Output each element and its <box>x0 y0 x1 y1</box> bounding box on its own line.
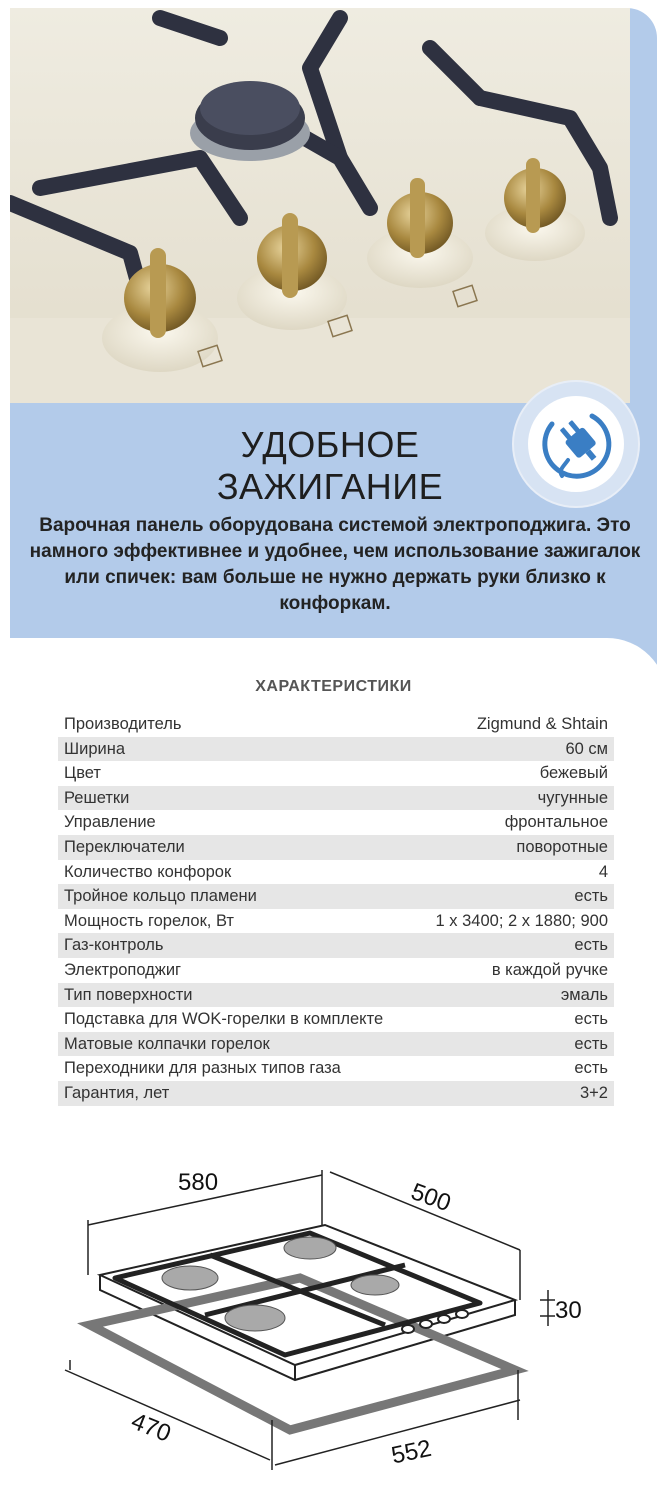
spec-row <box>58 909 614 934</box>
spec-row <box>58 1007 614 1032</box>
spec-label: Подставка для WOK-горелки в комплекте <box>64 1010 384 1029</box>
spec-row <box>58 835 614 860</box>
spec-row <box>58 1032 614 1057</box>
spec-row <box>58 810 614 835</box>
spec-label: Тип поверхности <box>64 985 193 1004</box>
spec-value: 60 см <box>565 739 608 758</box>
spec-value: есть <box>574 1010 608 1029</box>
spec-row <box>58 712 614 737</box>
spec-value: есть <box>574 936 608 955</box>
spec-value: чугунные <box>537 788 608 807</box>
spec-row <box>58 884 614 909</box>
spec-value: бежевый <box>539 764 608 783</box>
spec-label: Производитель <box>64 715 182 733</box>
dim-height: 30 <box>555 1297 582 1324</box>
spec-label: Решетки <box>64 788 130 807</box>
dim-cutout-width: 552 <box>389 1434 434 1470</box>
spec-value: 4 <box>598 862 608 881</box>
dimension-diagram <box>60 1130 600 1490</box>
specs-table <box>58 712 614 1106</box>
hob-closeup-photo <box>10 8 630 403</box>
spec-label: Тройное кольцо пламени <box>64 887 257 906</box>
spec-row <box>58 860 614 885</box>
spec-label: Электроподжиг <box>64 960 182 979</box>
spec-row <box>58 958 614 983</box>
spec-value: в каждой ручке <box>491 960 608 979</box>
spec-label: Количество конфорок <box>64 862 232 881</box>
feature-badge <box>512 380 640 508</box>
spec-label: Ширина <box>64 739 126 758</box>
spec-row <box>58 786 614 811</box>
spec-label: Управление <box>64 813 156 832</box>
spec-value: эмаль <box>560 985 608 1004</box>
spec-value: фронтальное <box>504 813 608 832</box>
dim-cutout-depth: 470 <box>127 1407 175 1448</box>
dim-width-top: 580 <box>178 1169 219 1196</box>
spec-row <box>58 933 614 958</box>
electric-plug-icon <box>528 396 624 492</box>
feature-title-line1: УДОБНОЕ <box>240 424 420 465</box>
spec-row <box>58 737 614 762</box>
spec-row <box>58 1056 614 1081</box>
feature-title <box>150 424 510 508</box>
spec-value: есть <box>574 887 608 906</box>
spec-row <box>58 983 614 1008</box>
spec-label: Цвет <box>64 764 101 783</box>
spec-label: Гарантия, лет <box>64 1083 170 1102</box>
spec-value: 3+2 <box>580 1083 608 1102</box>
spec-value: есть <box>574 1059 608 1078</box>
feature-description: Варочная панель оборудована системой электроподжига. Это намного эффективнее и удобнее, чем использование зажигалок или спичек: вам больше не нужно держать руки близко к конфоркам. <box>29 515 641 614</box>
spec-row <box>58 1081 614 1106</box>
spec-value: Zigmund & Shtain <box>476 715 608 733</box>
dim-depth-top: 500 <box>407 1178 455 1218</box>
spec-value: 1 x 3400; 2 x 1880; 900 <box>435 911 608 930</box>
spec-label: Переходники для разных типов газа <box>64 1059 341 1078</box>
spec-row <box>58 761 614 786</box>
spec-label: Переключатели <box>64 837 185 856</box>
spec-label: Мощность горелок, Вт <box>64 911 234 930</box>
feature-title-line2: ЗАЖИГАНИЕ <box>216 466 444 507</box>
spec-value: поворотные <box>516 837 608 856</box>
spec-value: есть <box>574 1034 608 1053</box>
specs-title: ХАРАКТЕРИСТИКИ <box>255 678 412 695</box>
spec-label: Матовые колпачки горелок <box>64 1034 270 1053</box>
spec-label: Газ-контроль <box>64 936 164 955</box>
